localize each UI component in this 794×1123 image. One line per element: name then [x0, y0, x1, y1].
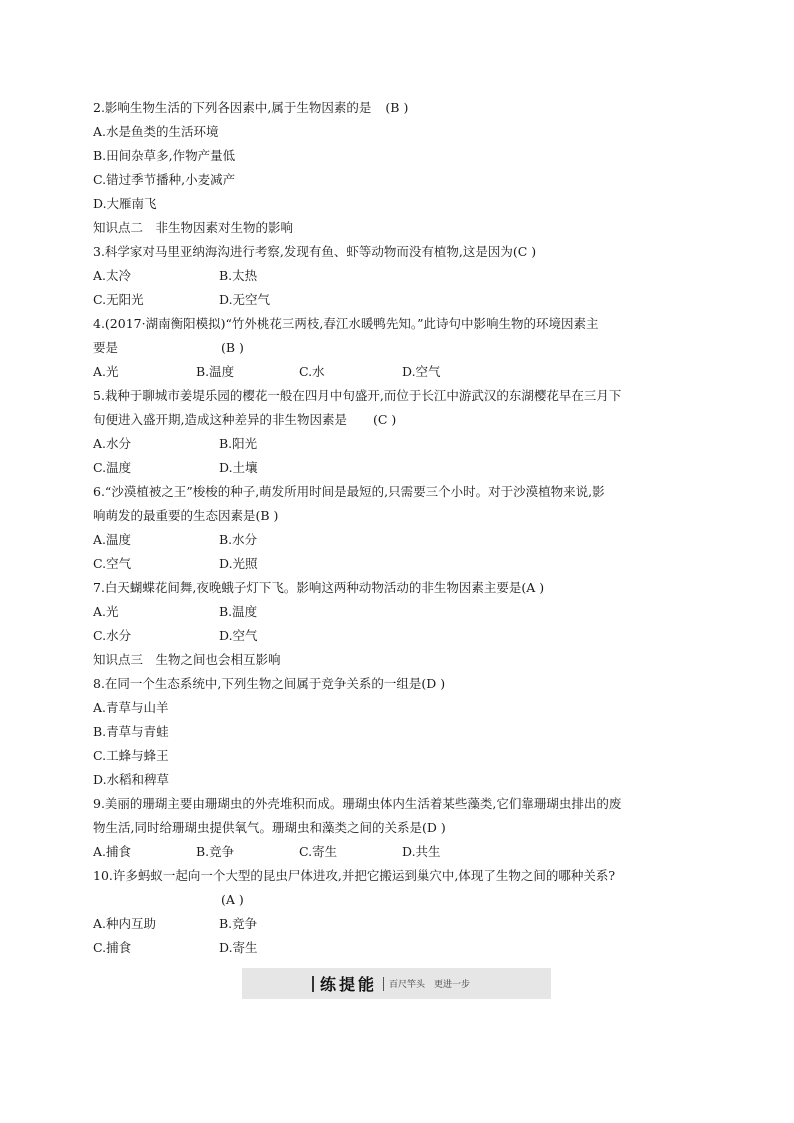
question-10-stem: 10.许多蚂蚁一起向一个大型的昆虫尸体进攻,并把它搬运到巢穴中,体现了生物之间的哪种关系?	[93, 868, 616, 883]
question-7-options-row-2	[93, 624, 713, 648]
question-3-options-row-1	[93, 264, 713, 288]
question-2-option-a: A.水是鱼类的生活环境	[93, 124, 219, 139]
question-10-options-row-1	[93, 912, 713, 936]
question-5-stem-line-2: 旬便进入盛开期,造成这种差异的非生物因素是 (C )	[93, 408, 713, 432]
question-8-option-d: D.水稻和稗草	[93, 772, 170, 787]
question-9-stem-line-2: 物生活,同时给珊瑚虫提供氧气。珊瑚虫和藻类之间的关系是(D )	[93, 820, 446, 835]
banner-separator	[383, 977, 384, 991]
question-3-option-b: B.太热	[219, 268, 258, 283]
question-7-option-d: D.空气	[219, 628, 258, 643]
question-10-options-row-2	[93, 936, 713, 960]
question-5-option-d: D.土壤	[219, 460, 258, 475]
question-3-option-c: C.无阳光	[93, 292, 144, 307]
question-3-option-a: A.太冷	[93, 268, 132, 283]
question-10-answer: (A )	[221, 892, 244, 907]
question-3-options-row-2	[93, 288, 713, 312]
section-banner	[242, 968, 551, 999]
question-4-stem-line-2: 要是 (B )	[93, 340, 244, 355]
question-2-option-c: C.错过季节播种,小麦减产	[93, 172, 236, 187]
section-heading-3: 知识点三 生物之间也会相互影响	[93, 652, 281, 667]
question-5-stem-line-1: 5.栽种于聊城市姜堤乐园的樱花一般在四月中旬盛开,而位于长江中游武汉的东湖樱花早在三月下	[93, 388, 622, 403]
question-8-option-c: C.工蜂与蜂王	[93, 748, 169, 763]
question-6-stem-line-2: 响萌发的最重要的生态因素是(B )	[93, 508, 279, 523]
banner-subtitle: 百尺竿头 更进一步	[389, 980, 471, 990]
question-2-answer: (B )	[385, 100, 409, 115]
question-4-options	[93, 360, 713, 384]
question-5-option-a: A.水分	[93, 436, 132, 451]
question-6-stem-line-1: 6.“沙漠植被之王”梭梭的种子,萌发所用时间是最短的,只需要三个小时。对于沙漠植物来说,影	[93, 484, 605, 499]
question-10-option-c: C.捕食	[93, 940, 132, 955]
question-7-options-row-1	[93, 600, 713, 624]
question-5-options-row-1	[93, 432, 713, 456]
question-10-option-a: A.种内互助	[93, 916, 157, 931]
question-7-option-c: C.水分	[93, 628, 132, 643]
question-3-option-d: D.无空气	[219, 292, 271, 307]
question-4-answer: (B )	[221, 340, 244, 355]
question-9-option-a: A.捕食	[93, 844, 132, 859]
question-8-option-b: B.青草与青蛙	[93, 724, 169, 739]
question-3-stem: 3.科学家对马里亚纳海沟进行考察,发现有鱼、虾等动物而没有植物,这是因为(C )	[93, 244, 537, 259]
question-2-option-b: B.田间杂草多,作物产量低	[93, 148, 236, 163]
question-6-option-d: D.光照	[219, 556, 258, 571]
question-7-option-a: A.光	[93, 604, 119, 619]
question-9-option-c: C.寄生	[299, 844, 338, 859]
question-5-answer: (C )	[372, 412, 397, 427]
question-6-options-row-1	[93, 528, 713, 552]
question-10-option-b: B.竞争	[219, 916, 258, 931]
question-4-option-b: B.温度	[196, 364, 235, 379]
question-2-option-d: D.大雁南飞	[93, 196, 157, 211]
question-9-options	[93, 840, 713, 864]
question-10-option-d: D.寄生	[219, 940, 258, 955]
question-7-stem: 7.白天蝴蝶花间舞,夜晚蛾子灯下飞。影响这两种动物活动的非生物因素主要是(A )	[93, 580, 545, 595]
question-5-option-b: B.阳光	[219, 436, 258, 451]
question-4-option-c: C.水	[299, 364, 325, 379]
question-5-options-row-2	[93, 456, 713, 480]
worksheet-content	[93, 96, 713, 960]
question-5-option-c: C.温度	[93, 460, 132, 475]
question-8-option-a: A.青草与山羊	[93, 700, 169, 715]
section-heading-2: 知识点二 非生物因素对生物的影响	[93, 220, 294, 235]
question-4-option-d: D.空气	[402, 364, 441, 379]
question-9-option-b: B.竞争	[196, 844, 235, 859]
question-6-option-a: A.温度	[93, 532, 132, 547]
question-6-option-c: C.空气	[93, 556, 132, 571]
question-9-stem-line-1: 9.美丽的珊瑚主要由珊瑚虫的外壳堆积而成。珊瑚虫体内生活着某些藻类,它们靠珊瑚虫排出的废	[93, 796, 622, 811]
question-6-options-row-2	[93, 552, 713, 576]
banner-title: 练提能	[320, 975, 378, 994]
question-9-option-d: D.共生	[402, 844, 441, 859]
banner-divider	[312, 976, 314, 992]
question-7-option-b: B.温度	[219, 604, 258, 619]
question-8-stem: 8.在同一个生态系统中,下列生物之间属于竞争关系的一组是(D )	[93, 676, 446, 691]
question-4-option-a: A.光	[93, 364, 119, 379]
question-4-stem-line-1: 4.(2017·湖南衡阳模拟)“竹外桃花三两枝,春江水暖鸭先知。”此诗句中影响生物的环境因素主	[93, 316, 599, 331]
question-2-stem: 2.影响生物生活的下列各因素中,属于生物因素的是 (B )	[93, 96, 713, 120]
question-6-option-b: B.水分	[219, 532, 258, 547]
